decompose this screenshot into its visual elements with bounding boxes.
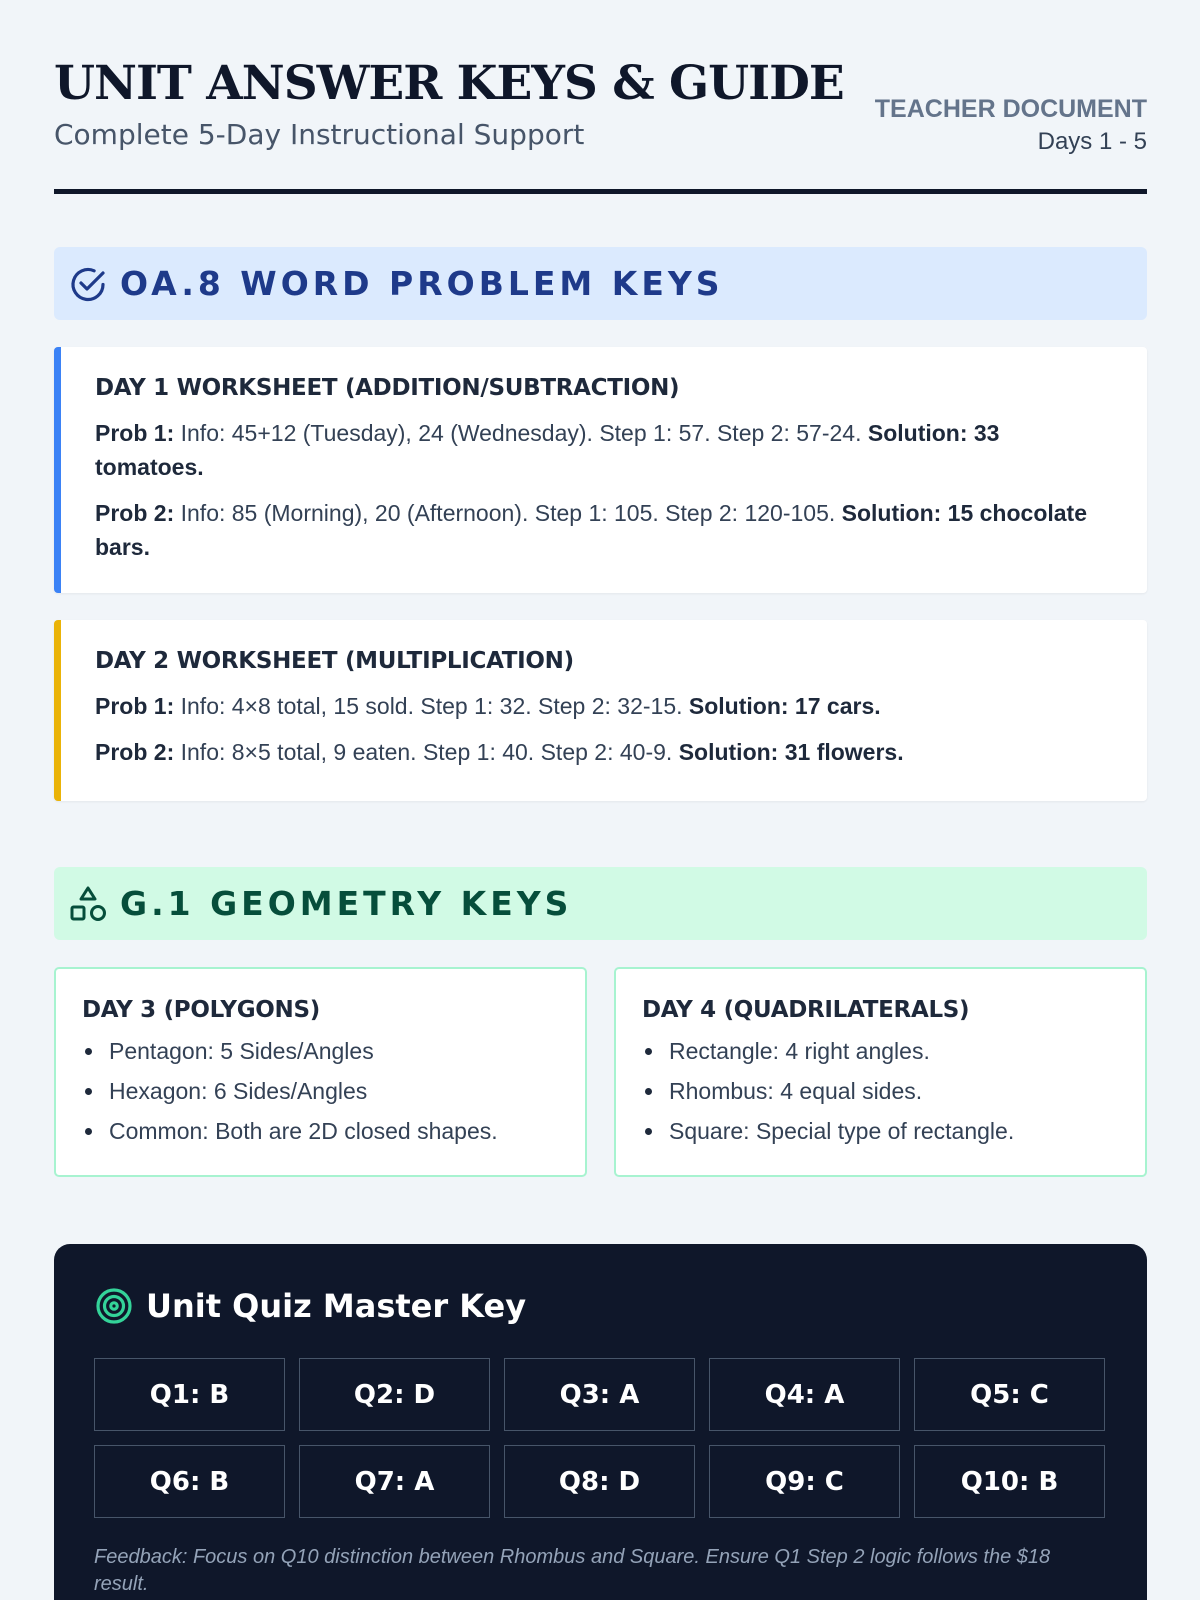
problem-solution: Solution: 17 cars. (688, 693, 881, 719)
target-icon (94, 1286, 134, 1326)
day3-list (82, 1031, 559, 1151)
problem-label: Prob 2: (95, 739, 175, 765)
day3-title: DAY 3 (POLYGONS) (82, 997, 320, 1023)
day4-list (642, 1031, 1119, 1151)
quiz-answer-cell: Q9: C (709, 1445, 900, 1518)
quiz-feedback-note: Feedback: Focus on Q10 distinction between Rhombus and Square. Ensure Q1 Step 2 logic follows the $18 result. (94, 1546, 1051, 1595)
quiz-answer-cell: Q3: A (504, 1358, 695, 1431)
problem-info: Info: 45+12 (Tuesday), 24 (Wednesday). Step 1: 57. Step 2: 57-24. (174, 420, 868, 446)
quiz-answer-cell: Q2: D (299, 1358, 490, 1431)
day3-polygons-card (54, 967, 587, 1177)
page-subtitle: Complete 5-Day Instructional Support (54, 118, 585, 151)
answer-key-page (54, 0, 1147, 1595)
quiz-answer-cell: Q4: A (709, 1358, 900, 1431)
day2-problem-1 (95, 689, 1113, 723)
problem-solution: Solution: 15 chocolate bars. (95, 500, 1088, 560)
problem-label: Prob 1: (95, 693, 175, 719)
days-range-label: Days 1 - 5 (1037, 128, 1147, 155)
shapes-icon (68, 884, 108, 924)
problem-info: Info: 4×8 total, 15 sold. Step 1: 32. Step 2: 32-15. (174, 693, 689, 719)
day2-worksheet-card (54, 620, 1147, 801)
problem-info: Info: 8×5 total, 9 eaten. Step 1: 40. Step 2: 40-9. (174, 739, 679, 765)
document-type-label: TEACHER DOCUMENT (874, 95, 1147, 123)
problem-solution: Solution: 33 tomatoes. (95, 420, 1000, 480)
quiz-master-key-panel (54, 1244, 1147, 1600)
day4-title: DAY 4 (QUADRILATERALS) (642, 997, 970, 1023)
quiz-answer-cell: Q5: C (914, 1358, 1105, 1431)
list-item: Common: Both are 2D closed shapes. (82, 1111, 559, 1151)
quiz-title: Unit Quiz Master Key (146, 1287, 527, 1325)
oa8-section-title: OA.8 WORD PROBLEM KEYS (120, 264, 724, 303)
list-item: Pentagon: 5 Sides/Angles (82, 1031, 559, 1071)
problem-label: Prob 1: (95, 420, 175, 446)
list-item: Rhombus: 4 equal sides. (642, 1071, 1119, 1111)
quiz-answer-grid (94, 1358, 1105, 1518)
day4-quadrilaterals-card (614, 967, 1147, 1177)
day1-problem-2 (95, 496, 1113, 564)
quiz-header (94, 1286, 526, 1326)
document-header (54, 0, 1147, 194)
list-item: Hexagon: 6 Sides/Angles (82, 1071, 559, 1111)
day1-problem-1 (95, 416, 1113, 484)
geometry-section-title: G.1 GEOMETRY KEYS (120, 884, 573, 923)
check-circle-icon (68, 264, 108, 304)
list-item: Square: Special type of rectangle. (642, 1111, 1119, 1151)
problem-info: Info: 85 (Morning), 20 (Afternoon). Step 1: 105. Step 2: 120-105. (174, 500, 842, 526)
quiz-answer-cell: Q6: B (94, 1445, 285, 1518)
problem-label: Prob 2: (95, 500, 175, 526)
day1-worksheet-title: DAY 1 WORKSHEET (ADDITION/SUBTRACTION) (95, 375, 680, 401)
quiz-answer-cell: Q10: B (914, 1445, 1105, 1518)
problem-solution: Solution: 31 flowers. (678, 739, 904, 765)
quiz-answer-cell: Q8: D (504, 1445, 695, 1518)
quiz-answer-cell: Q1: B (94, 1358, 285, 1431)
oa8-section-banner (54, 247, 1147, 320)
day1-worksheet-card (54, 347, 1147, 593)
day2-worksheet-title: DAY 2 WORKSHEET (MULTIPLICATION) (95, 648, 574, 674)
list-item: Rectangle: 4 right angles. (642, 1031, 1119, 1071)
quiz-answer-cell: Q7: A (299, 1445, 490, 1518)
geometry-section-banner (54, 867, 1147, 940)
day2-problem-2 (95, 735, 1113, 769)
page-title: UNIT ANSWER KEYS & GUIDE (54, 56, 844, 111)
